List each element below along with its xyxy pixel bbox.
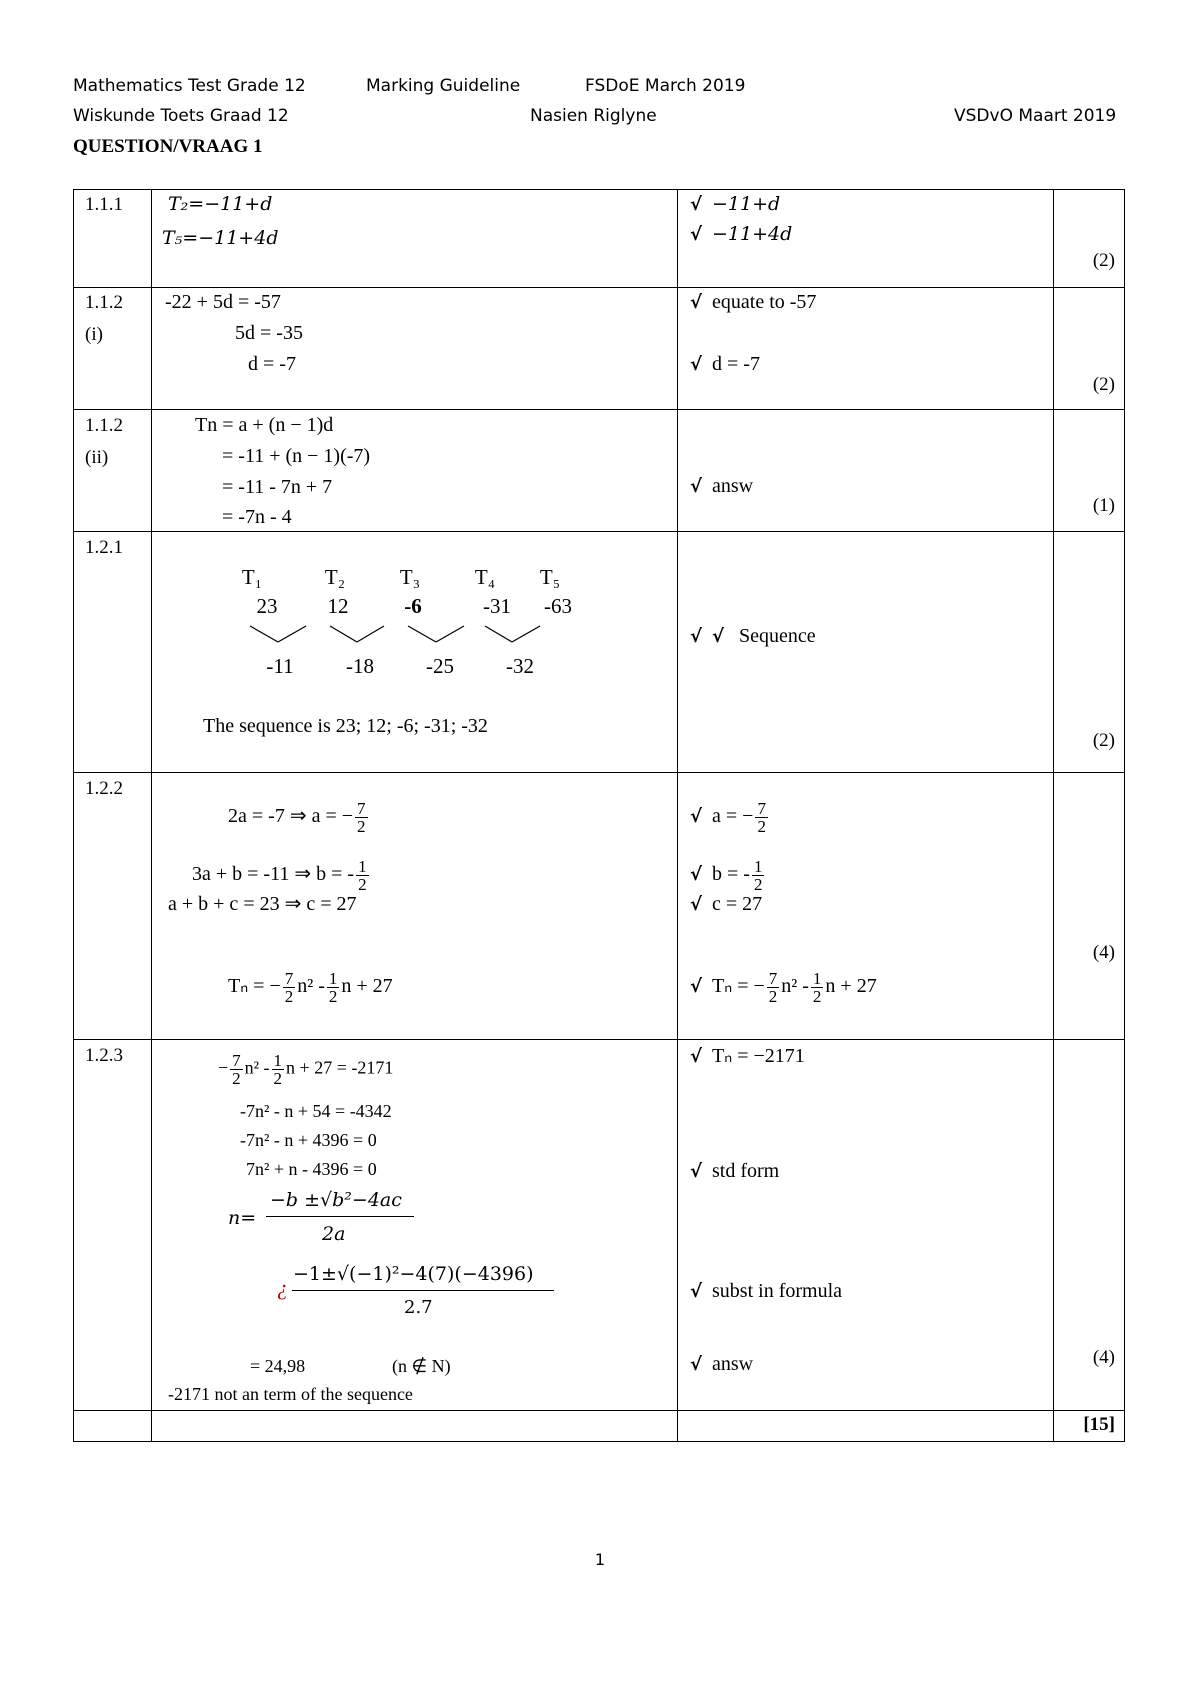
first-difference: -25 <box>426 654 454 678</box>
mark-item: √ a = − $\frac{7}{2}$ <box>690 799 766 836</box>
term-value: -6 <box>404 594 422 618</box>
check-icon: √ <box>690 1281 703 1302</box>
answer-line: -7n² - n + 54 = -4342 <box>240 1101 392 1121</box>
term-label: T₃ <box>399 565 421 589</box>
formula-lhs: n= <box>228 1207 257 1229</box>
answer-line: 3a + b = -11 ⇒ b = - $\frac{1}{2}$ <box>192 857 367 894</box>
first-difference: -18 <box>346 654 374 678</box>
header-date-af: VSDvO Maart 2019 <box>954 106 1117 126</box>
substitution-numerator: −1±√(−1)²−4(7)(−4396) <box>293 1263 534 1285</box>
header-guideline: Marking Guideline <box>366 76 521 96</box>
difference-arrows <box>240 622 580 648</box>
answer-line: a + b + c = 23 ⇒ c = 27 <box>168 893 357 915</box>
mark-item: √ std form <box>690 1160 780 1182</box>
mark-item: √ answ <box>690 1353 754 1375</box>
mark-item: √ d = -7 <box>690 353 760 375</box>
row-subpart: (ii) <box>85 447 109 468</box>
sequence-conclusion: The sequence is 23; 12; -6; -31; -32 <box>203 715 488 737</box>
check-icon: √ <box>690 626 703 647</box>
mark-item: √ subst in formula <box>690 1280 843 1302</box>
term-label: T₅ <box>539 565 561 589</box>
term-label: T₁ <box>241 565 263 589</box>
answer-line: = -7n - 4 <box>222 506 292 528</box>
check-icon: √ <box>690 1161 703 1182</box>
check-icon: √ <box>690 476 703 497</box>
mark-points: (4) <box>1092 942 1115 963</box>
answer-line: 7n² + n - 4396 = 0 <box>246 1159 377 1179</box>
answer-line: -22 + 5d = -57 <box>165 291 281 313</box>
mark-item: √ answ <box>690 475 754 497</box>
row-number: 1.1.2 <box>85 292 123 313</box>
substitution-denominator: 2.7 <box>404 1297 433 1318</box>
check-icon: √ <box>690 894 703 915</box>
general-term: Tₙ = − $\frac{7}{2}$ n² - $\frac{1}{2}$ n + 27 <box>228 969 393 1006</box>
answer-line: − $\frac{7}{2}$ n² - $\frac{1}{2}$ n + 27 = -2171 <box>218 1051 394 1088</box>
mark-item: √ equate to -57 <box>690 291 817 313</box>
answer-line: = -11 + (n − 1)(-7) <box>222 445 371 467</box>
answer-line: T₂=−11+d <box>168 193 273 215</box>
total-marks: [15] <box>1083 1414 1115 1435</box>
header-subject: Mathematics Test Grade 12 <box>73 76 306 96</box>
answer-line: 2a = -7 ⇒ a = − $\frac{7}{2}$ <box>228 799 366 836</box>
first-difference: -11 <box>266 654 294 678</box>
header-date: FSDoE March 2019 <box>585 76 746 96</box>
check-icon: √ <box>690 976 703 998</box>
row-number: 1.1.2 <box>85 415 123 436</box>
term-label: T₄ <box>474 565 496 589</box>
answer-line: = -11 - 7n + 7 <box>222 476 333 498</box>
answer-line: 5d = -35 <box>235 322 303 344</box>
first-difference: -32 <box>506 654 534 678</box>
answer-line: d = -7 <box>248 353 296 375</box>
header-subject-af: Wiskunde Toets Graad 12 <box>73 106 289 126</box>
answer-line: Tn = a + (n − 1)d <box>195 414 334 436</box>
check-icon: √ <box>712 626 725 647</box>
answer-line: -7n² - n + 4396 = 0 <box>240 1130 377 1150</box>
error-glyph: ¿ <box>277 1275 288 1300</box>
answer-value: = 24,98 <box>250 1356 306 1376</box>
mark-item: √ −11+4d <box>690 223 793 245</box>
answer-line: T₅=−11+4d <box>162 227 279 249</box>
row-number: 1.2.3 <box>85 1045 123 1066</box>
check-icon: √ <box>690 864 703 886</box>
check-icon: √ <box>690 194 703 215</box>
mark-points: (2) <box>1092 250 1115 271</box>
mark-points: (4) <box>1092 1347 1115 1368</box>
mark-item: √ b = - $\frac{1}{2}$ <box>690 857 763 894</box>
check-icon: √ <box>690 292 703 313</box>
page-number: 1 <box>594 1550 606 1569</box>
check-icon: √ <box>690 354 703 375</box>
row-number: 1.1.1 <box>85 194 123 215</box>
header-guideline-af: Nasien Riglyne <box>530 106 657 126</box>
formula-numerator: −b ±√b²−4ac <box>270 1189 402 1211</box>
answer-conclusion: -2171 not an term of the sequence <box>168 1384 413 1404</box>
mark-item: √ Tₙ = − $\frac{7}{2}$ n² - $\frac{1}{2}$ n + 27 <box>690 969 877 1006</box>
term-value: -31 <box>483 594 511 618</box>
check-icon: √ <box>690 1354 703 1375</box>
mark-points: (2) <box>1092 730 1115 751</box>
term-value: 23 <box>256 594 278 618</box>
row-subpart: (i) <box>85 324 103 345</box>
mark-item: √ Tₙ = −2171 <box>690 1045 805 1067</box>
mark-item: √ c = 27 <box>690 893 763 915</box>
term-label: T₂ <box>324 565 346 589</box>
check-icon: √ <box>690 806 703 828</box>
check-icon: √ <box>690 1046 703 1067</box>
row-number: 1.2.1 <box>85 537 123 558</box>
term-value: -63 <box>544 594 572 618</box>
mark-item: √ −11+d <box>690 193 781 215</box>
answer-note: (n ∉ N) <box>392 1356 451 1376</box>
check-icon: √ <box>690 224 703 245</box>
mark-points: (1) <box>1092 495 1115 516</box>
term-value: 12 <box>327 594 349 618</box>
formula-denominator: 2a <box>322 1223 346 1245</box>
mark-item: √ √ Sequence <box>690 625 816 647</box>
row-number: 1.2.2 <box>85 778 123 799</box>
mark-points: (2) <box>1092 374 1115 395</box>
question-title: QUESTION/VRAAG 1 <box>73 136 263 157</box>
